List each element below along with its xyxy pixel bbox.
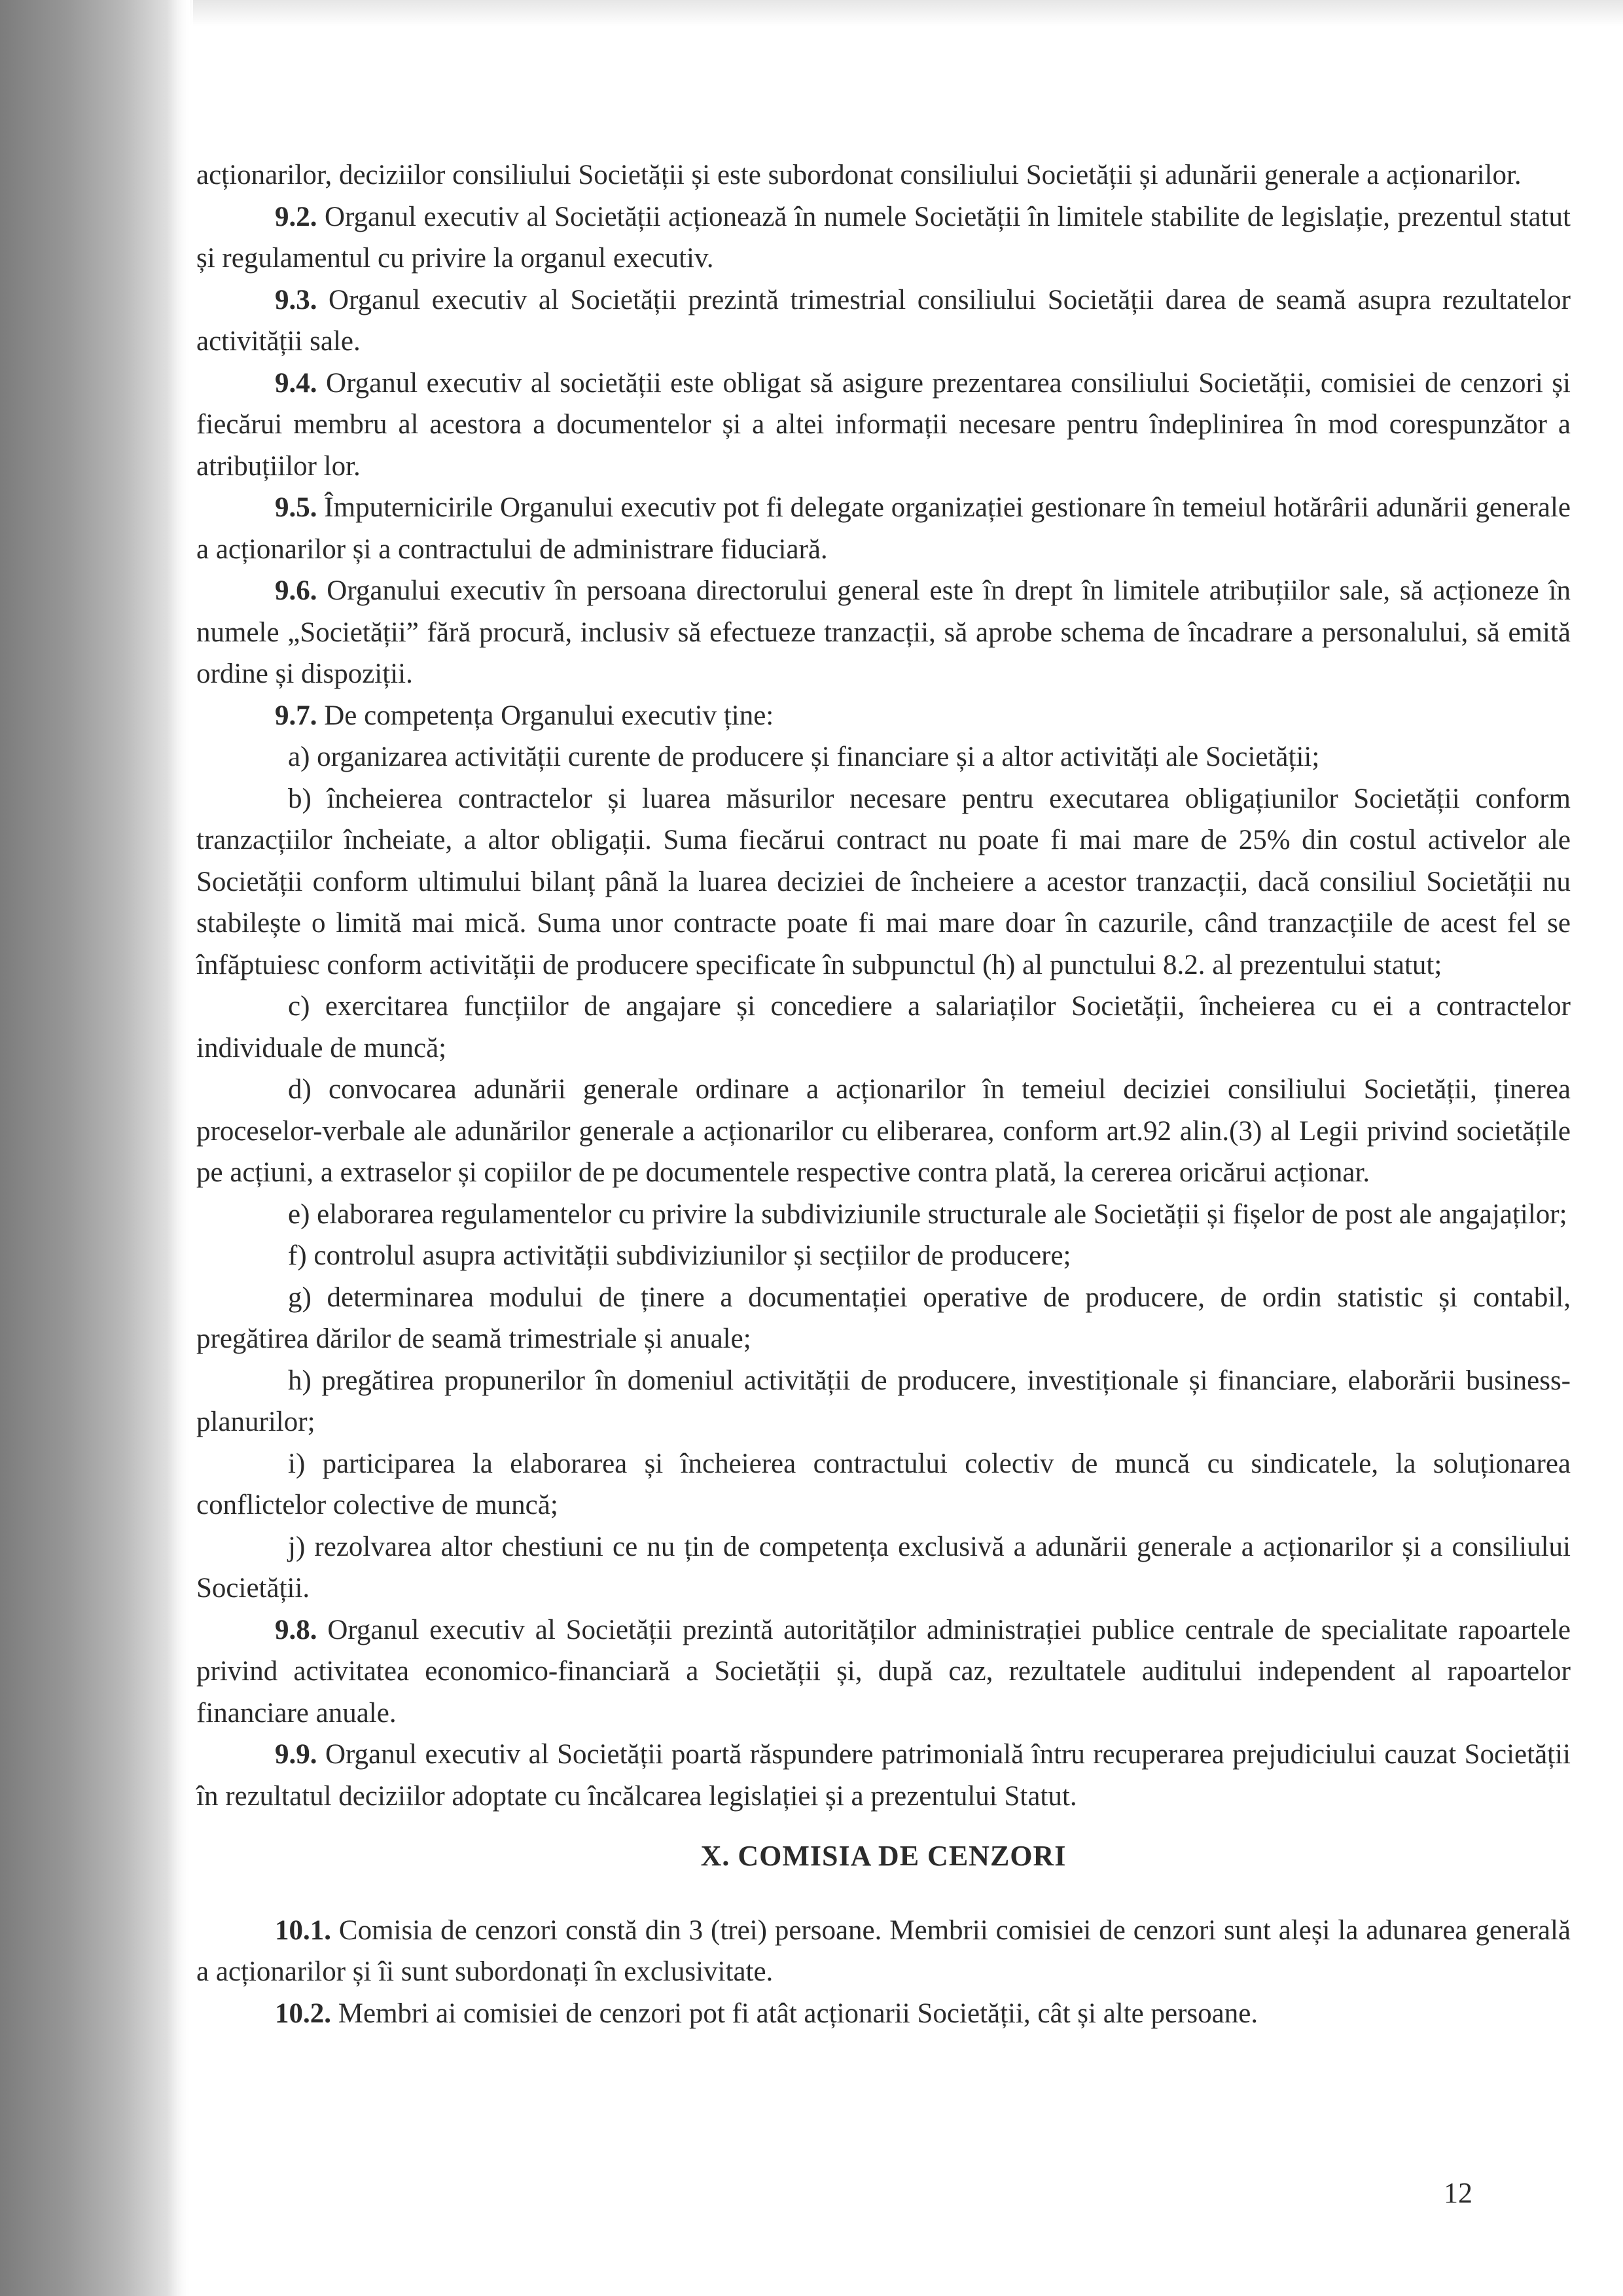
clause-number: 9.2.	[275, 201, 317, 232]
binding-edge	[167, 0, 193, 2296]
paragraph-9-6	[196, 570, 1571, 695]
clause-text: e) elaborarea regulamentelor cu privire la subdiviziunile structurale ale Societății și fișelor de post ale angajaților;	[288, 1198, 1567, 1230]
paragraph-9-7-b	[196, 778, 1571, 986]
clause-text: c) exercitarea funcțiilor de angajare și concediere a salariaților Societății, încheierea cu ei a contractelor individuale de muncă;	[196, 991, 1571, 1064]
clause-text: d) convocarea adunării generale ordinare a acționarilor în temeiul deciziei consiliului Societății, ținerea proceselor-verbale ale adunărilor generale a acționarilor cu eliberarea, conform art.92 alin.(3) al Legii privind societățile pe acțiuni, a extraselor și copiilor de pe documentele respective contra plată, la cererea oricărui acționar.	[196, 1074, 1571, 1188]
paragraph-9-7-e	[196, 1194, 1571, 1236]
clause-text: Organului executiv în persoana directorului general este în drept în limitele atribuțiilor sale, să acționeze în numele „Societății” fără procură, inclusiv să efectueze tranzacții, să aprobe schema de încadrare a personalului, să emită ordine și dispoziții.	[196, 575, 1571, 689]
paragraph-9-9	[196, 1734, 1571, 1817]
clause-text: Comisia de cenzori constă din 3 (trei) persoane. Membrii comisiei de cenzori sunt aleși la adunarea generală a acționarilor și îi sunt subordonați în exclusivitate.	[196, 1914, 1571, 1987]
clause-text: acționarilor, deciziilor consiliului Societății și este subordonat consiliului Societății și adunării generale a acționarilor.	[196, 160, 1522, 190]
paragraph-9-7-j	[196, 1526, 1571, 1609]
document-body	[196, 154, 1571, 2034]
clause-text: i) participarea la elaborarea și încheierea contractului colectiv de muncă cu sindicatele, la soluționarea conflictelor colective de muncă;	[196, 1448, 1571, 1520]
page-number: 12	[1444, 2177, 1472, 2209]
clause-text: Membri ai comisiei de cenzori pot fi atât acționarii Societății, cât și alte persoane.	[331, 1998, 1258, 2029]
clause-text: Organul executiv al Societății acționează în numele Societății în limitele stabilite de legislație, prezentul statut și regulamentul cu privire la organul executiv.	[196, 201, 1571, 274]
binding-shadow	[0, 0, 190, 2296]
clause-text: Organul executiv al Societății prezintă trimestrial consiliului Societății darea de seamă asupra rezultatelor activității sale.	[196, 284, 1571, 357]
page-top-shadow	[177, 0, 1623, 26]
paragraph-9-7-c	[196, 986, 1571, 1069]
clause-text: Împuternicirile Organului executiv pot fi delegate organizației gestionare în temeiul hotărârii adunării generale a acționarilor și a contractului de administrare fiduciară.	[196, 492, 1571, 565]
clause-text: a) organizarea activității curente de producere și financiare și a altor activități ale Societății;	[288, 742, 1320, 772]
clause-number: 9.3.	[275, 284, 317, 315]
paragraph-cont	[196, 154, 1571, 196]
paragraph-9-7-d	[196, 1069, 1571, 1194]
clause-text: f) controlul asupra activității subdiviziunilor și secțiilor de producere;	[288, 1240, 1071, 1271]
clause-number: 9.6.	[275, 575, 317, 606]
paragraph-10-2	[196, 1993, 1571, 2035]
clause-number: 10.2.	[275, 1998, 331, 2029]
section-x-paragraphs	[196, 1910, 1571, 2035]
clause-text: b) încheierea contractelor și luarea măsurilor necesare pentru executarea obligațiunilor Societății conform tranzacțiilor încheiate, a altor obligații. Suma fiecărui contract nu poate fi mai mare de 25% din costul activelor ale Societății conform ultimului bilanț până la luarea deciziei de încheiere a acestor tranzacții, dacă consiliul Societății nu stabilește o limită mai mică. Suma unor contracte poate fi mai mare doar în cazurile, când tranzacțiile de acest fel se înfăptuiesc conform activității de producere specificate în subpunctul (h) al punctului 8.2. al prezentului statut;	[196, 783, 1571, 980]
paragraph-9-5	[196, 487, 1571, 570]
paragraph-9-3	[196, 279, 1571, 363]
paragraph-9-7	[196, 695, 1571, 737]
clause-number: 9.5.	[275, 492, 317, 523]
paragraph-9-7-a	[196, 736, 1571, 778]
clause-number: 9.8.	[275, 1614, 317, 1645]
clause-number: 10.1.	[275, 1914, 331, 1946]
section-ix-paragraphs	[196, 154, 1571, 1817]
clause-text: j) rezolvarea altor chestiuni ce nu țin de competența exclusivă a adunării generale a acționarilor și a consiliului Societății.	[196, 1531, 1571, 1604]
paragraph-9-7-i	[196, 1443, 1571, 1526]
paragraph-10-1	[196, 1910, 1571, 1993]
paragraph-9-7-h	[196, 1360, 1571, 1443]
paragraph-9-7-f	[196, 1235, 1571, 1277]
clause-text: Organul executiv al societății este obligat să asigure prezentarea consiliului Societății, comisiei de cenzori și fiecărui membru al acestora a documentelor și a altei informații necesare pentru îndeplinirea în mod corespunzător a atribuțiilor lor.	[196, 367, 1571, 482]
clause-text: De competența Organului executiv ține:	[317, 700, 774, 731]
clause-text: g) determinarea modului de ținere a documentației operative de producere, de ordin statistic și contabil, pregătirea dărilor de seamă trimestriale și anuale;	[196, 1282, 1571, 1354]
clause-text: Organul executiv al Societății prezintă autorităților administrației publice centrale de specialitate rapoartele privind activitatea economico-financiară a Societății și, după caz, rezultatele auditului independent al rapoartelor financiare anuale.	[196, 1614, 1571, 1729]
clause-text: h) pregătirea propunerilor în domeniul activității de producere, investiționale și financiare, elaborării business-planurilor;	[196, 1365, 1571, 1437]
paragraph-9-7-g	[196, 1277, 1571, 1360]
clause-number: 9.4.	[275, 367, 317, 399]
paragraph-9-2	[196, 196, 1571, 279]
clause-number: 9.9.	[275, 1739, 317, 1770]
paragraph-9-4	[196, 363, 1571, 488]
clause-number: 9.7.	[275, 700, 317, 731]
clause-text: Organul executiv al Societății poartă răspundere patrimonială întru recuperarea prejudiciului cauzat Societății în rezultatul deciziilor adoptate cu încălcarea legislației și a prezentului Statut.	[196, 1739, 1571, 1812]
paragraph-9-8	[196, 1609, 1571, 1734]
section-heading: X. COMISIA DE CENZORI	[700, 1840, 1067, 1872]
